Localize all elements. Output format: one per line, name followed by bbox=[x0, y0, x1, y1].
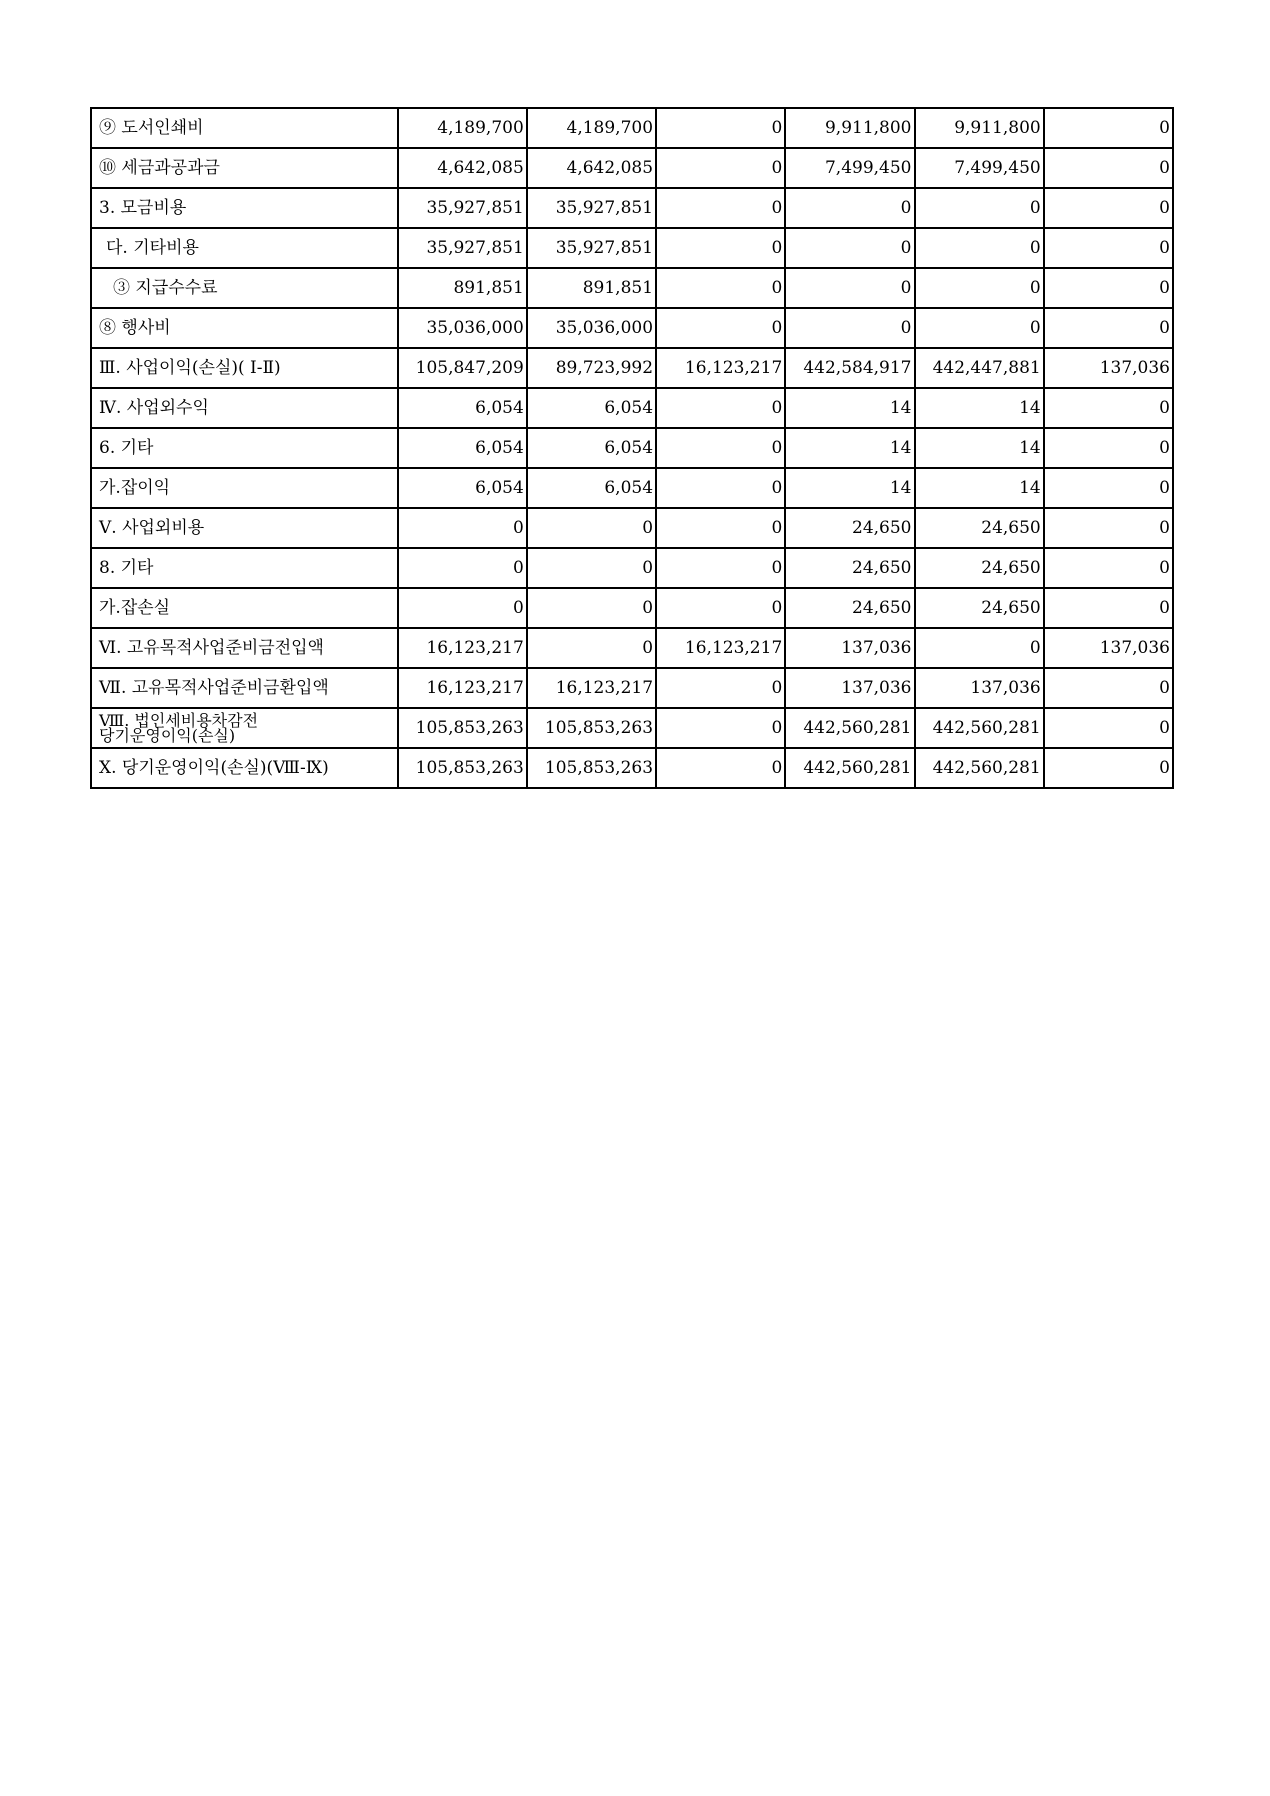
cell-value-col-6: 0 bbox=[1044, 668, 1173, 708]
cell-value-col-6: 0 bbox=[1044, 508, 1173, 548]
row-label: ⑩ 세금과공과금 bbox=[91, 148, 398, 188]
table-row bbox=[91, 748, 1173, 788]
cell-value-col-6: 0 bbox=[1044, 748, 1173, 788]
cell-value-col-5: 137,036 bbox=[915, 668, 1044, 708]
row-label: Ⅷ. 법인세비용차감전 당기운영이익(손실) bbox=[91, 708, 398, 748]
cell-value-col-5: 24,650 bbox=[915, 588, 1044, 628]
cell-value-col-1: 105,853,263 bbox=[398, 748, 527, 788]
table-row bbox=[91, 308, 1173, 348]
cell-value-col-6: 0 bbox=[1044, 548, 1173, 588]
cell-value-col-3: 0 bbox=[656, 308, 785, 348]
cell-value-col-3: 0 bbox=[656, 108, 785, 148]
cell-value-col-5: 0 bbox=[915, 308, 1044, 348]
row-label: Ⅳ. 사업외수익 bbox=[91, 388, 398, 428]
cell-value-col-4: 14 bbox=[785, 468, 914, 508]
cell-value-col-2: 0 bbox=[527, 508, 656, 548]
cell-value-col-3: 0 bbox=[656, 708, 785, 748]
table-row bbox=[91, 508, 1173, 548]
cell-value-col-1: 105,853,263 bbox=[398, 708, 527, 748]
cell-value-col-1: 0 bbox=[398, 588, 527, 628]
cell-value-col-6: 137,036 bbox=[1044, 628, 1173, 668]
cell-value-col-2: 891,851 bbox=[527, 268, 656, 308]
cell-value-col-5: 0 bbox=[915, 628, 1044, 668]
cell-value-col-6: 0 bbox=[1044, 188, 1173, 228]
cell-value-col-6: 0 bbox=[1044, 388, 1173, 428]
cell-value-col-4: 14 bbox=[785, 388, 914, 428]
cell-value-col-4: 7,499,450 bbox=[785, 148, 914, 188]
cell-value-col-2: 4,642,085 bbox=[527, 148, 656, 188]
cell-value-col-1: 105,847,209 bbox=[398, 348, 527, 388]
cell-value-col-6: 0 bbox=[1044, 708, 1173, 748]
row-label: ③ 지급수수료 bbox=[91, 268, 398, 308]
cell-value-col-1: 0 bbox=[398, 508, 527, 548]
cell-value-col-5: 24,650 bbox=[915, 548, 1044, 588]
table-body bbox=[91, 108, 1173, 788]
table-row bbox=[91, 388, 1173, 428]
cell-value-col-5: 9,911,800 bbox=[915, 108, 1044, 148]
cell-value-col-3: 0 bbox=[656, 588, 785, 628]
cell-value-col-1: 0 bbox=[398, 548, 527, 588]
row-label: 가.잡이익 bbox=[91, 468, 398, 508]
cell-value-col-6: 0 bbox=[1044, 308, 1173, 348]
cell-value-col-6: 0 bbox=[1044, 468, 1173, 508]
cell-value-col-3: 0 bbox=[656, 748, 785, 788]
table-row bbox=[91, 228, 1173, 268]
cell-value-col-5: 7,499,450 bbox=[915, 148, 1044, 188]
row-label: Ⅵ. 고유목적사업준비금전입액 bbox=[91, 628, 398, 668]
cell-value-col-6: 0 bbox=[1044, 588, 1173, 628]
cell-value-col-2: 0 bbox=[527, 588, 656, 628]
cell-value-col-4: 14 bbox=[785, 428, 914, 468]
cell-value-col-4: 0 bbox=[785, 308, 914, 348]
cell-value-col-6: 0 bbox=[1044, 228, 1173, 268]
cell-value-col-3: 0 bbox=[656, 468, 785, 508]
cell-value-col-3: 16,123,217 bbox=[656, 348, 785, 388]
cell-value-col-4: 137,036 bbox=[785, 668, 914, 708]
row-label: 8. 기타 bbox=[91, 548, 398, 588]
table-row bbox=[91, 428, 1173, 468]
cell-value-col-4: 442,584,917 bbox=[785, 348, 914, 388]
cell-value-col-2: 35,036,000 bbox=[527, 308, 656, 348]
cell-value-col-2: 6,054 bbox=[527, 428, 656, 468]
cell-value-col-4: 137,036 bbox=[785, 628, 914, 668]
table-row bbox=[91, 188, 1173, 228]
cell-value-col-1: 6,054 bbox=[398, 428, 527, 468]
cell-value-col-5: 442,560,281 bbox=[915, 708, 1044, 748]
cell-value-col-5: 14 bbox=[915, 468, 1044, 508]
cell-value-col-3: 0 bbox=[656, 388, 785, 428]
cell-value-col-6: 0 bbox=[1044, 428, 1173, 468]
financial-statement-table bbox=[90, 107, 1174, 789]
cell-value-col-1: 4,642,085 bbox=[398, 148, 527, 188]
cell-value-col-5: 14 bbox=[915, 428, 1044, 468]
cell-value-col-2: 16,123,217 bbox=[527, 668, 656, 708]
cell-value-col-2: 0 bbox=[527, 548, 656, 588]
table-row bbox=[91, 108, 1173, 148]
cell-value-col-5: 24,650 bbox=[915, 508, 1044, 548]
table-row bbox=[91, 668, 1173, 708]
cell-value-col-1: 6,054 bbox=[398, 468, 527, 508]
cell-value-col-3: 0 bbox=[656, 508, 785, 548]
cell-value-col-1: 16,123,217 bbox=[398, 628, 527, 668]
cell-value-col-4: 24,650 bbox=[785, 508, 914, 548]
cell-value-col-4: 442,560,281 bbox=[785, 708, 914, 748]
row-label: 가.잡손실 bbox=[91, 588, 398, 628]
cell-value-col-2: 4,189,700 bbox=[527, 108, 656, 148]
table-row bbox=[91, 548, 1173, 588]
table-row bbox=[91, 348, 1173, 388]
row-label: Ⅶ. 고유목적사업준비금환입액 bbox=[91, 668, 398, 708]
row-label: Ⅹ. 당기운영이익(손실)(Ⅷ-Ⅸ) bbox=[91, 748, 398, 788]
cell-value-col-4: 24,650 bbox=[785, 588, 914, 628]
cell-value-col-6: 0 bbox=[1044, 148, 1173, 188]
table-row bbox=[91, 148, 1173, 188]
table-row bbox=[91, 628, 1173, 668]
cell-value-col-3: 0 bbox=[656, 148, 785, 188]
cell-value-col-4: 0 bbox=[785, 228, 914, 268]
table-row bbox=[91, 268, 1173, 308]
table-row bbox=[91, 708, 1173, 748]
cell-value-col-5: 14 bbox=[915, 388, 1044, 428]
row-label: ⑧ 행사비 bbox=[91, 308, 398, 348]
cell-value-col-3: 16,123,217 bbox=[656, 628, 785, 668]
cell-value-col-3: 0 bbox=[656, 428, 785, 468]
cell-value-col-3: 0 bbox=[656, 228, 785, 268]
row-label: 6. 기타 bbox=[91, 428, 398, 468]
cell-value-col-5: 0 bbox=[915, 188, 1044, 228]
table-row bbox=[91, 468, 1173, 508]
cell-value-col-1: 35,927,851 bbox=[398, 188, 527, 228]
cell-value-col-2: 6,054 bbox=[527, 388, 656, 428]
cell-value-col-5: 0 bbox=[915, 268, 1044, 308]
cell-value-col-2: 89,723,992 bbox=[527, 348, 656, 388]
cell-value-col-4: 24,650 bbox=[785, 548, 914, 588]
cell-value-col-4: 0 bbox=[785, 268, 914, 308]
cell-value-col-5: 442,447,881 bbox=[915, 348, 1044, 388]
cell-value-col-2: 35,927,851 bbox=[527, 228, 656, 268]
cell-value-col-3: 0 bbox=[656, 268, 785, 308]
cell-value-col-3: 0 bbox=[656, 548, 785, 588]
cell-value-col-6: 0 bbox=[1044, 268, 1173, 308]
cell-value-col-3: 0 bbox=[656, 188, 785, 228]
cell-value-col-1: 35,927,851 bbox=[398, 228, 527, 268]
cell-value-col-6: 137,036 bbox=[1044, 348, 1173, 388]
cell-value-col-3: 0 bbox=[656, 668, 785, 708]
cell-value-col-1: 4,189,700 bbox=[398, 108, 527, 148]
cell-value-col-4: 442,560,281 bbox=[785, 748, 914, 788]
cell-value-col-2: 105,853,263 bbox=[527, 708, 656, 748]
cell-value-col-1: 6,054 bbox=[398, 388, 527, 428]
table-row bbox=[91, 588, 1173, 628]
cell-value-col-2: 6,054 bbox=[527, 468, 656, 508]
cell-value-col-6: 0 bbox=[1044, 108, 1173, 148]
row-label: Ⅴ. 사업외비용 bbox=[91, 508, 398, 548]
cell-value-col-1: 16,123,217 bbox=[398, 668, 527, 708]
cell-value-col-5: 0 bbox=[915, 228, 1044, 268]
cell-value-col-2: 35,927,851 bbox=[527, 188, 656, 228]
cell-value-col-5: 442,560,281 bbox=[915, 748, 1044, 788]
row-label: 3. 모금비용 bbox=[91, 188, 398, 228]
cell-value-col-2: 105,853,263 bbox=[527, 748, 656, 788]
cell-value-col-4: 0 bbox=[785, 188, 914, 228]
cell-value-col-4: 9,911,800 bbox=[785, 108, 914, 148]
row-label: 다. 기타비용 bbox=[91, 228, 398, 268]
row-label: Ⅲ. 사업이익(손실)( Ⅰ-Ⅱ) bbox=[91, 348, 398, 388]
cell-value-col-1: 891,851 bbox=[398, 268, 527, 308]
cell-value-col-2: 0 bbox=[527, 628, 656, 668]
cell-value-col-1: 35,036,000 bbox=[398, 308, 527, 348]
row-label: ⑨ 도서인쇄비 bbox=[91, 108, 398, 148]
